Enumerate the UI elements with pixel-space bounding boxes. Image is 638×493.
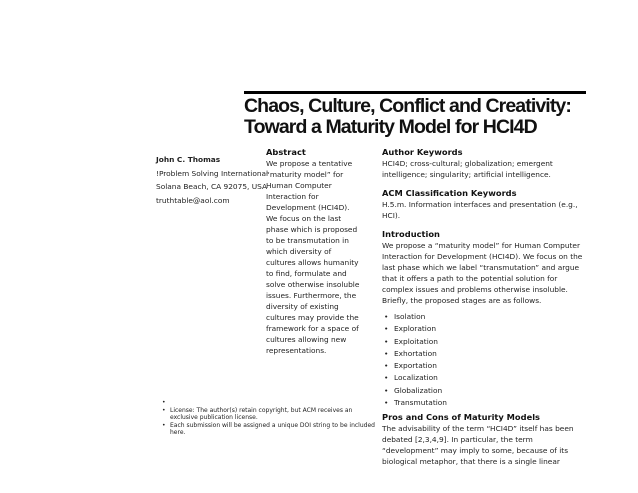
stage-label: Transmutation bbox=[394, 398, 447, 408]
stage-label: Exploration bbox=[394, 324, 437, 334]
proscons-line: biological metaphor, that there is a single linear bbox=[382, 457, 560, 467]
introduction-body bbox=[382, 240, 582, 306]
bullet-icon: • bbox=[162, 399, 166, 406]
introduction-line: Briefly, the proposed stages are as follows. bbox=[382, 296, 542, 305]
abstract-body bbox=[266, 158, 372, 356]
abstract-line: We propose a tentative bbox=[266, 159, 353, 168]
keywords-body bbox=[382, 158, 582, 180]
keywords-heading: Author Keywords bbox=[382, 147, 463, 157]
abstract-line: to find, formulate and bbox=[266, 269, 347, 278]
author-email: truthtable@aol.com bbox=[156, 195, 230, 205]
proscons-line: The advisability of the term “HCI4D” itself has been bbox=[382, 424, 574, 434]
abstract-line: issues. Furthermore, the bbox=[266, 291, 357, 300]
keywords-line: HCI4D; cross-cultural; globalization; emergent bbox=[382, 159, 553, 168]
footnote-text bbox=[170, 421, 375, 437]
proscons-body bbox=[382, 423, 582, 467]
introduction-line: Interaction for Development (HCI4D). We focus on the bbox=[382, 252, 583, 261]
author-affiliation: !Problem Solving International bbox=[156, 168, 269, 178]
stage-label: Globalization bbox=[394, 385, 443, 395]
bullet-icon: • bbox=[384, 324, 389, 334]
proscons-line: debated [2,3,4,9]. In particular, the term bbox=[382, 435, 533, 445]
footnote-line: exclusive publication license. bbox=[170, 414, 258, 422]
stage-list-item bbox=[384, 372, 582, 384]
proscons-section bbox=[382, 412, 582, 467]
stage-list-item bbox=[384, 323, 582, 335]
abstract-line: Human Computer bbox=[266, 181, 332, 190]
right-column bbox=[382, 147, 582, 475]
introduction-line: We propose a “maturity model” for Human Computer bbox=[382, 241, 580, 250]
paper-title-line-2: Toward a Maturity Model for HCI4D bbox=[244, 116, 537, 138]
bullet-icon: • bbox=[384, 373, 389, 383]
footnote-line: here. bbox=[170, 429, 186, 437]
bullet-icon: • bbox=[384, 385, 389, 395]
abstract-line: Development (HCI4D). bbox=[266, 203, 350, 212]
stage-list-item bbox=[384, 397, 582, 409]
abstract-line: to be transmutation in bbox=[266, 236, 349, 245]
bullet-icon: • bbox=[384, 348, 389, 358]
acm-body bbox=[382, 199, 582, 221]
introduction-heading: Introduction bbox=[382, 229, 440, 239]
title-rule bbox=[244, 91, 586, 94]
author-block bbox=[156, 153, 269, 207]
abstract-line: “maturity model” for bbox=[266, 170, 344, 179]
stage-label: Isolation bbox=[394, 312, 426, 321]
stage-list-item bbox=[384, 311, 582, 323]
introduction-line: that it offers a path to the potential solution for bbox=[382, 274, 558, 283]
stages-list bbox=[382, 311, 582, 409]
paper-title-line-1: Chaos, Culture, Conflict and Creativity: bbox=[244, 95, 571, 117]
footnote-line bbox=[170, 399, 372, 407]
acm-line: HCI). bbox=[382, 211, 401, 220]
abstract-section bbox=[266, 147, 372, 356]
bullet-icon: • bbox=[384, 398, 389, 408]
bullet-icon: • bbox=[384, 312, 389, 321]
abstract-line: cultures allows humanity bbox=[266, 258, 359, 267]
stage-list-item bbox=[384, 348, 582, 360]
author-name: John C. Thomas bbox=[156, 155, 221, 164]
stage-label: Exhortation bbox=[394, 348, 437, 358]
stage-list-item bbox=[384, 385, 582, 397]
abstract-line: cultures may provide the bbox=[266, 313, 359, 322]
proscons-line: “development” may imply to some, because of its bbox=[382, 446, 569, 456]
abstract-line: diversity of existing bbox=[266, 302, 339, 311]
footnote-text bbox=[170, 407, 372, 422]
paper-title bbox=[244, 96, 604, 138]
abstract-line: representations. bbox=[266, 346, 327, 355]
stage-label: Exportation bbox=[394, 361, 437, 371]
stage-label: Exploitation bbox=[394, 336, 438, 346]
bullet-icon: • bbox=[384, 336, 389, 346]
footnote-line: Each submission will be assigned a unique DOI string to be included bbox=[170, 421, 375, 429]
stage-list-item bbox=[384, 360, 582, 372]
proscons-heading: Pros and Cons of Maturity Models bbox=[382, 412, 540, 423]
acm-section bbox=[382, 188, 582, 221]
footnote-line: License: The author(s) retain copyright, but ACM receives an bbox=[170, 406, 353, 414]
bullet-icon: • bbox=[384, 361, 389, 371]
acm-line: H.5.m. Information interfaces and presentation (e.g., bbox=[382, 200, 578, 209]
footnote-item bbox=[162, 421, 375, 437]
bullet-icon: • bbox=[162, 406, 166, 414]
introduction-section bbox=[382, 229, 582, 409]
footnote-text bbox=[170, 399, 372, 407]
introduction-line: complex issues and problems otherwise insoluble. bbox=[382, 285, 568, 294]
stage-list-item bbox=[384, 336, 582, 348]
stage-label: Localization bbox=[394, 373, 438, 383]
abstract-line: cultures allowing new bbox=[266, 335, 347, 344]
bullet-icon: • bbox=[162, 421, 166, 429]
introduction-line: last phase which we label “transmutation” and argue bbox=[382, 263, 580, 272]
footnotes bbox=[162, 399, 375, 437]
footnote-item bbox=[162, 399, 372, 407]
abstract-heading: Abstract bbox=[266, 147, 306, 157]
abstract-line: solve otherwise insoluble bbox=[266, 280, 360, 289]
footnote-item bbox=[162, 407, 372, 422]
abstract-line: We focus on the last bbox=[266, 214, 342, 223]
stages-list-wrap bbox=[382, 311, 582, 409]
footnote-list bbox=[162, 399, 375, 437]
abstract-line: which diversity of bbox=[266, 247, 332, 256]
acm-heading: ACM Classification Keywords bbox=[382, 188, 517, 198]
keywords-section bbox=[382, 147, 582, 180]
abstract-line: Interaction for bbox=[266, 192, 319, 201]
abstract-line: framework for a space of bbox=[266, 324, 359, 333]
abstract-line: phase which is proposed bbox=[266, 225, 358, 234]
keywords-line: intelligence; singularity; artificial intelligence. bbox=[382, 170, 551, 179]
author-location: Solana Beach, CA 92075, USA bbox=[156, 182, 268, 191]
